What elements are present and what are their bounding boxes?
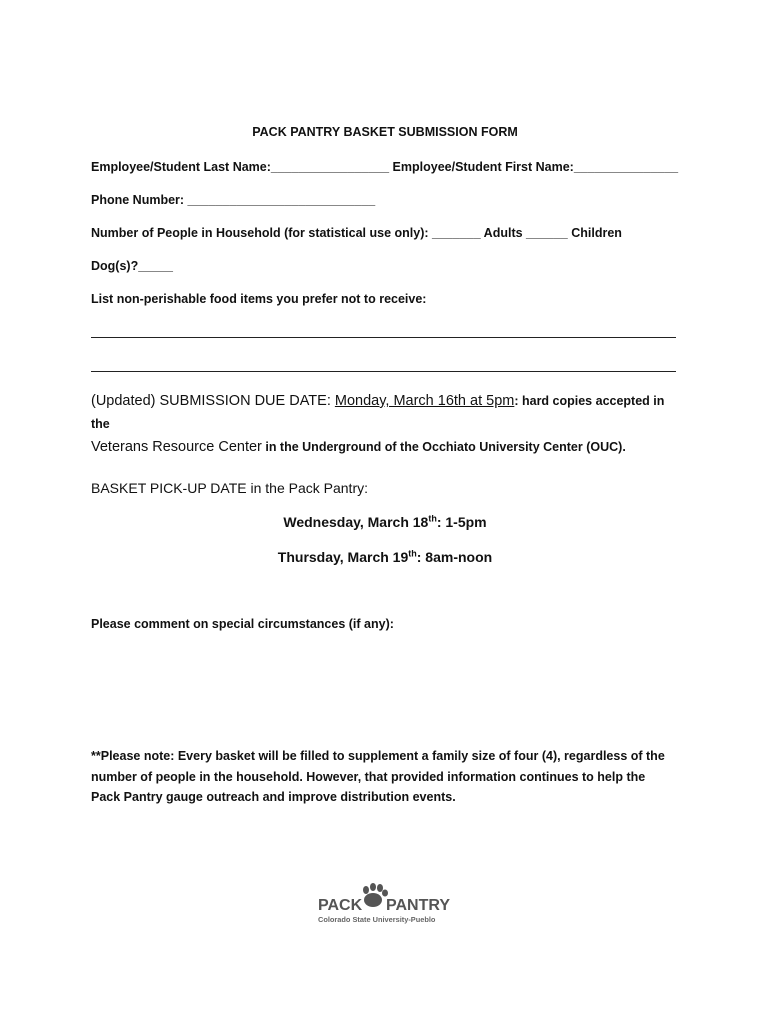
pickup-day-1-sup: th	[428, 513, 437, 524]
food-answer-line-1	[91, 337, 676, 338]
pickup-day-2	[0, 549, 770, 565]
dogs-line: Dog(s)?_____	[91, 259, 173, 273]
logo-word-pantry: PANTRY	[386, 897, 450, 914]
due-location-rest: in the Underground of the Occhiato University Center (OUC).	[261, 440, 626, 454]
phone-line: Phone Number: ___________________________	[91, 193, 376, 207]
pickup-day-1-date: Wednesday, March 18	[283, 514, 429, 530]
due-location: Veterans Resource Center	[91, 439, 262, 455]
pickup-day-2-time: : 8am-noon	[416, 549, 493, 565]
pickup-day-2-sup: th	[408, 548, 417, 559]
logo-word-pack: PACK	[318, 897, 363, 914]
pickup-day-1	[0, 514, 770, 530]
logo-subtitle: Colorado State University-Pueblo	[318, 915, 436, 924]
due-date-paragraph	[91, 390, 681, 459]
household-line: Number of People in Household (for statistical use only): _______ Adults ______ Children	[91, 226, 622, 240]
form-title: PACK PANTRY BASKET SUBMISSION FORM	[252, 125, 518, 139]
due-prefix: (Updated) SUBMISSION DUE DATE:	[91, 393, 335, 409]
pickup-heading: BASKET PICK-UP DATE in the Pack Pantry:	[91, 480, 368, 496]
food-answer-line-2	[91, 371, 676, 372]
paw-print-icon	[363, 883, 388, 907]
due-date: Monday, March 16th at 5pm	[334, 393, 515, 409]
pack-pantry-logo	[316, 880, 451, 928]
note-paragraph: **Please note: Every basket will be filled to supplement a family size of four (4), regardless of the number of people in the household. However, that provided information continues to help the Pack Pantry gauge outreach and improve distribution events.	[91, 749, 665, 804]
due-suffix: : hard copies accepted in the	[91, 394, 665, 431]
name-line: Employee/Student Last Name:_________________ Employee/Student First Name:_______________	[91, 160, 679, 174]
food-prompt: List non-perishable food items you prefer not to receive:	[91, 292, 427, 306]
pickup-day-1-time: : 1-5pm	[436, 514, 487, 530]
comment-prompt: Please comment on special circumstances (if any):	[91, 617, 394, 631]
pickup-day-2-date: Thursday, March 19	[277, 549, 409, 565]
